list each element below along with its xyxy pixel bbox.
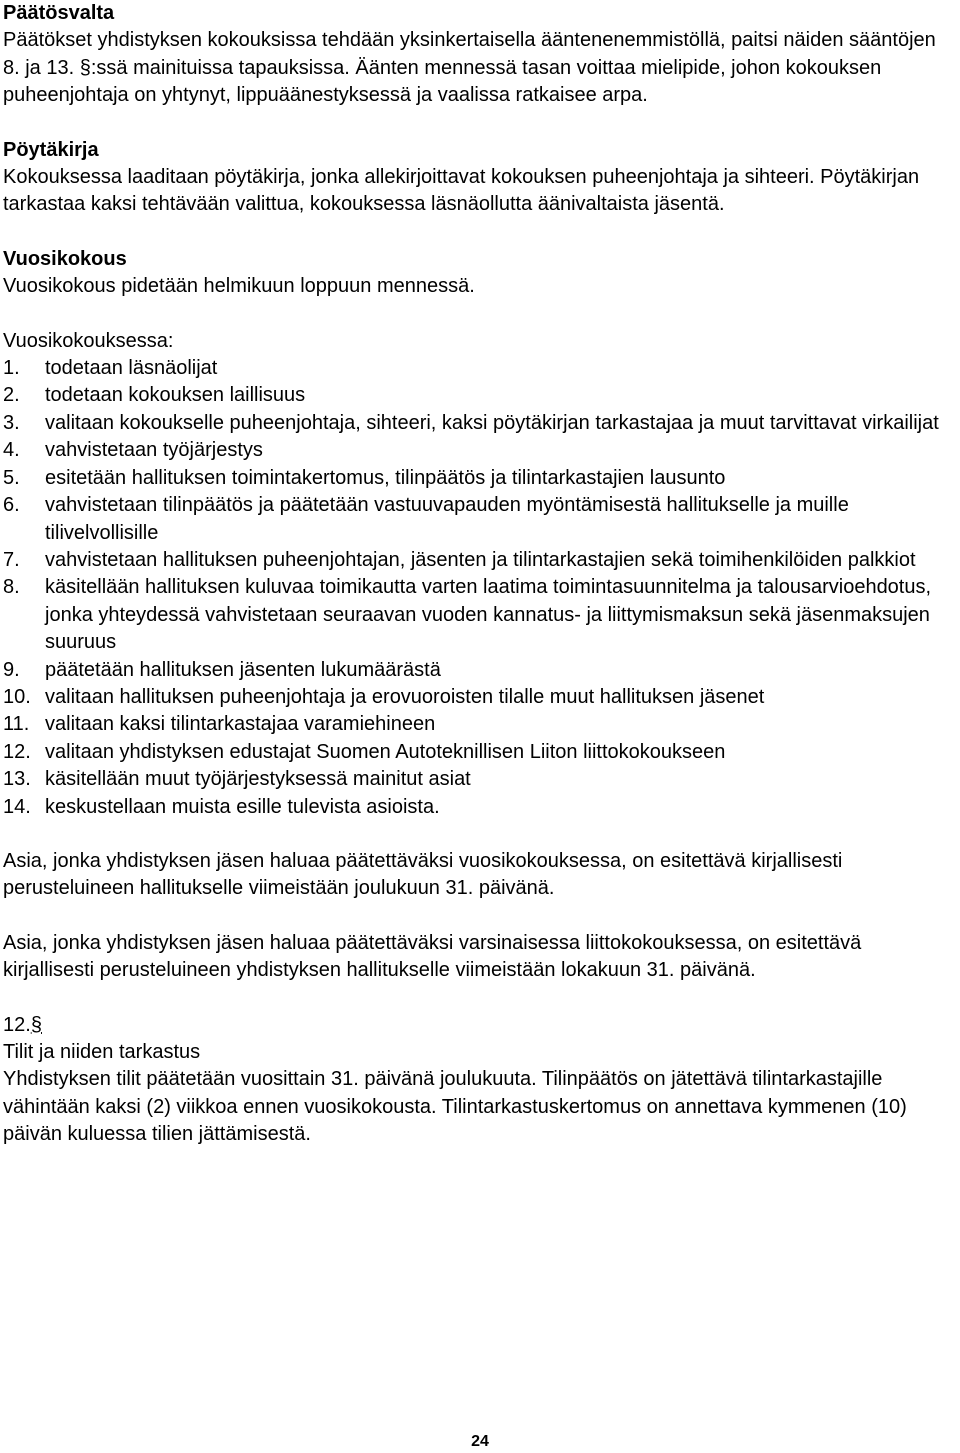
list-item: 11. valitaan kaksi tilintarkastajaa varamiehineen bbox=[3, 713, 436, 736]
section-number: 12.§ bbox=[3, 1013, 42, 1036]
list-intro: Vuosikokouksessa: bbox=[3, 329, 174, 352]
heading-paatosvalta: Päätösvalta bbox=[3, 2, 115, 24]
paragraph-vuosikokous: Vuosikokous pidetään helmikuun loppuun mennessä. bbox=[3, 275, 475, 298]
document-page bbox=[3, 0, 953, 1149]
heading-vuosikokous: Vuosikokous bbox=[3, 247, 127, 270]
list-item: 9. päätetään hallituksen jäsenten lukumäärästä bbox=[3, 658, 441, 681]
list-item: 13. käsitellään muut työjärjestyksessä mainitut asiat bbox=[3, 768, 471, 791]
list-item: 2. todetaan kokouksen laillisuus bbox=[3, 384, 306, 407]
list-item: 1. todetaan läsnäolijat bbox=[3, 357, 218, 380]
paragraph-tilit: Yhdistyksen tilit päätetään vuosittain 31. päivänä joulukuuta. Tilinpäätös on jätettävä tilintarkastajille vähintään kaksi (2) viikkoa ennen vuosikokousta. Tilintarkastuskertomus on annettava kymmenen (10) päivän kuluessa tilien jättämisestä. bbox=[3, 1068, 907, 1146]
list-item: 5. esitetään hallituksen toimintakertomus, tilinpäätös ja tilintarkastajien lausunto bbox=[3, 466, 726, 489]
page-number: 24 bbox=[471, 1433, 489, 1450]
note-liittokokous: Asia, jonka yhdistyksen jäsen haluaa päätettäväksi varsinaisessa liittokokouksessa, on esitettävä kirjallisesti perusteluineen yhdistyksen hallitukselle viimeistään lokakuun 31. päivänä. bbox=[3, 931, 862, 982]
list-item: 14. keskustellaan muista esille tulevista asioista. bbox=[3, 795, 440, 818]
list-item: 3. valitaan kokoukselle puheenjohtaja, sihteeri, kaksi pöytäkirjan tarkastajaa ja muut tarvittavat virkailijat bbox=[3, 411, 939, 434]
section-title: Tilit ja niiden tarkastus bbox=[3, 1041, 201, 1063]
list-item: 4. vahvistetaan työjärjestys bbox=[3, 439, 263, 462]
agenda-list bbox=[3, 355, 953, 821]
note-vuosikokous: Asia, jonka yhdistyksen jäsen haluaa päätettäväksi vuosikokouksessa, on esitettävä kirjallisesti perusteluineen hallitukselle viimeistään joulukuun 31. päivänä. bbox=[3, 849, 843, 900]
section-symbol: § bbox=[30, 1013, 42, 1036]
list-item: 6. vahvistetaan tilinpäätös ja päätetään vastuuvapauden myöntämisestä hallitukselle ja muille tilivelvollisille bbox=[3, 494, 849, 544]
list-item: 12. valitaan yhdistyksen edustajat Suomen Autoteknillisen Liiton liittokokoukseen bbox=[3, 740, 726, 763]
list-item: 10. valitaan hallituksen puheenjohtaja ja erovuoroisten tilalle muut hallituksen jäsenet bbox=[3, 685, 765, 708]
list-item: 8. käsitellään hallituksen kuluvaa toimikautta varten laatima toimintasuunnitelma ja talousarvioehdotus, jonka yhteydessä vahvistetaan seuraavan vuoden kannatus- ja liittymismaksun sekä jäsenmaksujen suuruus bbox=[3, 576, 932, 654]
paragraph-poytakirja: Kokouksessa laaditaan pöytäkirja, jonka allekirjoittavat kokouksen puheenjohtaja ja sihteeri. Pöytäkirjan tarkastaa kaksi tehtävään valittua, kokouksessa läsnäollutta äänivaltaista jäsentä. bbox=[3, 166, 920, 216]
heading-poytakirja: Pöytäkirja bbox=[3, 138, 99, 161]
paragraph-paatosvalta: Päätökset yhdistyksen kokouksissa tehdään yksinkertaisella ääntenenemmistöllä, paitsi näiden sääntöjen 8. ja 13. §:ssä mainituissa tapauksissa. Äänten mennessä tasan voittaa mielipide, johon kokouksen puheenjohtaja on yhtynyt, lippuäänestyksessä ja vaalissa ratkaisee arpa. bbox=[3, 29, 936, 107]
list-item: 7. vahvistetaan hallituksen puheenjohtajan, jäsenten ja tilintarkastajien sekä toimihenkilöiden palkkiot bbox=[3, 548, 916, 571]
